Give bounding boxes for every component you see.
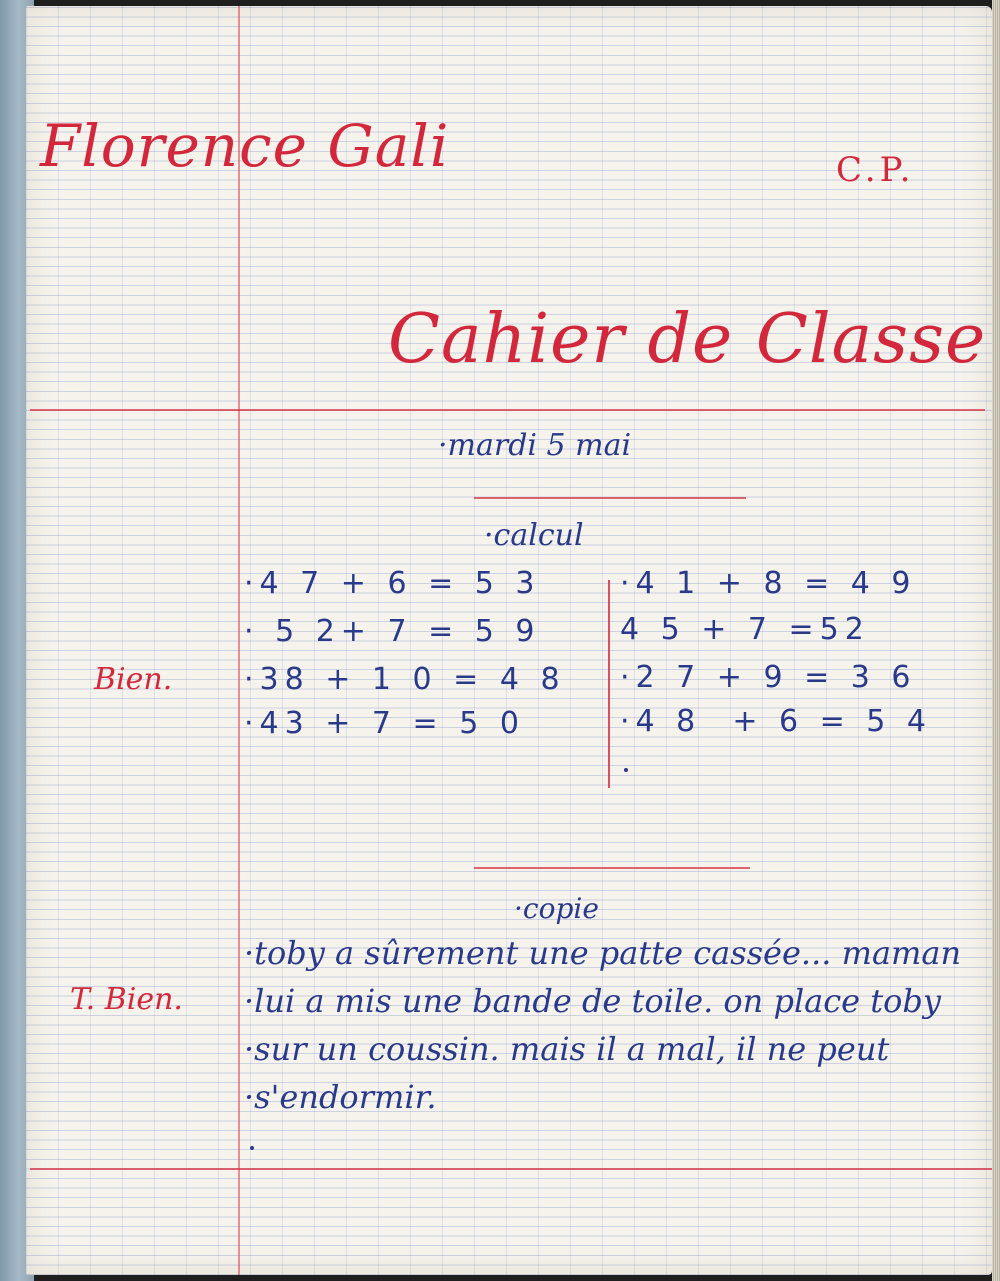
copy-underline	[474, 867, 750, 869]
calc-column-divider	[608, 580, 610, 788]
calc-right-1: ·4 1 + 8 = 4 9	[620, 566, 917, 601]
copy-line-2: ·lui a mis une bande de toile. on place toby	[244, 982, 941, 1020]
copy-line-1: ·toby a sûrement une patte cassée... maman	[244, 934, 962, 972]
margin-line	[238, 6, 240, 1275]
page-stack-edge	[992, 0, 1000, 1281]
copy-teacher-mark: T. Bien.	[70, 982, 183, 1017]
student-name: Florence Gali	[40, 112, 450, 180]
calc-underline	[474, 497, 746, 499]
class-level: C.P.	[836, 150, 915, 190]
calc-left-4: ·43 + 7 = 5 0	[244, 706, 525, 741]
header-rule	[30, 409, 985, 411]
calc-right-4: ·4 8 + 6 = 5 4	[620, 704, 932, 739]
calc-right-3: ·2 7 + 9 = 3 6	[620, 660, 917, 695]
calc-left-2: · 5 2+ 7 = 5 9	[244, 614, 541, 649]
copy-line-3: ·sur un coussin. mais il a mal, il ne peut	[244, 1030, 890, 1068]
calc-right-bullet	[624, 768, 628, 772]
lesson-date: ·mardi 5 mai	[438, 428, 632, 463]
calc-teacher-mark: Bien.	[94, 662, 173, 697]
copy-heading: ·copie	[514, 892, 599, 925]
calc-left-1: ·4 7 + 6 = 5 3	[244, 566, 541, 601]
footer-rule	[30, 1168, 992, 1170]
calc-left-3: ·38 + 1 0 = 4 8	[244, 662, 566, 697]
copy-bullet	[250, 1146, 254, 1150]
notebook-title: Cahier de Classe	[388, 300, 987, 379]
copy-line-4: ·s'endormir.	[244, 1078, 437, 1116]
calc-right-2: 4 5 + 7 =52	[620, 612, 870, 647]
calc-heading: ·calcul	[484, 518, 584, 553]
